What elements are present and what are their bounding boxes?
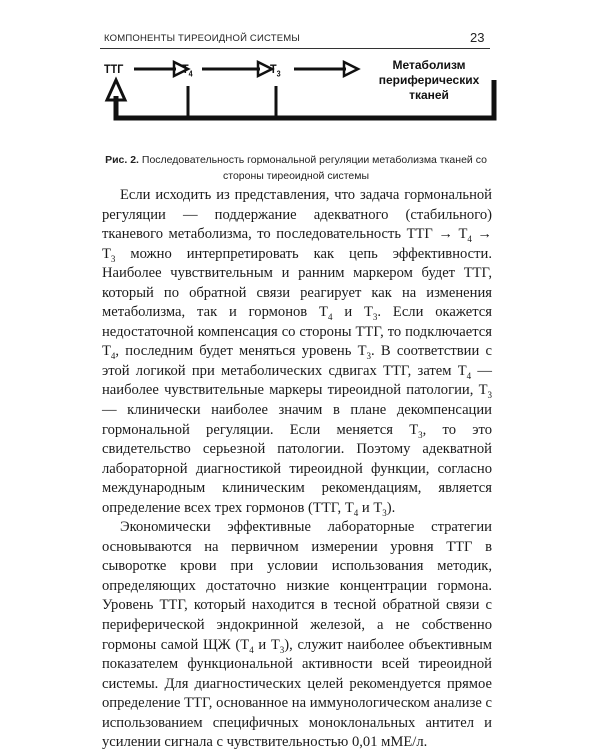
label-t4: $T_4$ xyxy=(182,62,193,79)
text-run: можно интерпретировать как цепь эффективности. Наиболее чувствительным и ранним маркером будет ТТГ, который по обратной связи реагирует как на изменения метаболизма, так и гормонов Т xyxy=(102,245,492,321)
text-run: , то это свидетельство серьезной патологии. Поэтому адекватной лабораторной диагностикой тиреоидной функции, согласно международным клиническим рекомендациям, является определение всех трех гормонов (ТТГ, Т xyxy=(102,421,492,516)
text-run: — наиболее чувствительные маркеры тиреоидной патологии, Т xyxy=(102,362,492,399)
arrow-t3-metabolism xyxy=(294,62,358,76)
subscript: 3 xyxy=(382,507,387,518)
text-run: ). xyxy=(386,499,396,516)
text-run: Экономически эффективные лабораторные стратегии основываются на первичном измерении уровня ТТГ в сыворотке крови при условии использования методик, определяющих достаточно низкие концентрации гормона. Уровень ТТГ, который находится в тесной обратной связи с периферической эндокринной железой, а не собственно гормоны самой ЩЖ (Т xyxy=(102,519,492,653)
figure-caption xyxy=(100,152,492,184)
text-run: . Если окажется недостаточной компенсация со стороны ТТГ, то подключается Т xyxy=(102,304,492,360)
figure-diagram xyxy=(98,56,498,140)
paragraph xyxy=(102,518,492,753)
text-run: → Т xyxy=(102,226,492,262)
label-metabolism-line1: Метаболизм xyxy=(392,58,466,72)
subscript: 4 xyxy=(249,644,254,655)
subscript: 4 xyxy=(466,370,472,381)
text-run: — клинически наиболее значим в плане декомпенсации гормональной регуляции. Если меняется Т xyxy=(102,402,492,438)
arrow-ttg-t4 xyxy=(134,62,188,76)
label-metabolism xyxy=(364,58,494,103)
text-run: Если исходить из представления, что задача гормональной регуляции — поддержание адекватного (стабильного) тканевого метаболизма, то последовательность ТТГ → Т xyxy=(102,187,492,243)
subscript: 3 xyxy=(110,253,116,264)
header-rule xyxy=(100,48,490,49)
label-ttg: ТТГ xyxy=(104,62,124,76)
text-run: и Т xyxy=(358,499,383,516)
text-run: , последним будет меняться уровень Т xyxy=(115,343,367,360)
label-metabolism-line2: периферических тканей xyxy=(378,73,480,102)
text-run: ), служит наиболее объективным показателем функциональной активности всей тиреоидной системы. Для диагностических целей рекомендуется прямое определение ТТГ, основанное на иммунологическом анализе с использованием специфичных моноклональных антител и усилении сигнала с чувствительностью 0,01 мМЕ/л. xyxy=(102,636,492,751)
running-head: КОМПОНЕНТЫ ТИРЕОИДНОЙ СИСТЕМЫ xyxy=(104,33,301,44)
caption-label: Рис. 2. xyxy=(105,154,139,166)
subscript: 3 xyxy=(372,312,378,323)
subscript: 4 xyxy=(110,351,116,362)
subscript: 3 xyxy=(418,429,423,440)
text-run: и Т xyxy=(253,636,280,653)
subscript: 3 xyxy=(279,644,285,655)
label-t3: $T_3$ xyxy=(270,62,281,79)
subscript: 4 xyxy=(327,312,333,323)
paragraph xyxy=(102,186,492,518)
arrow-t4-t3 xyxy=(202,62,272,76)
subscript: 4 xyxy=(353,507,359,518)
text-run: . В соответствии с этой логикой при метаболических сдвигах ТТГ, затем Т xyxy=(102,343,492,379)
page-number: 23 xyxy=(470,30,485,45)
subscript: 3 xyxy=(487,390,492,401)
text-run: и Т xyxy=(332,304,373,321)
caption-text: Последовательность гормональной регуляции метаболизма тканей со стороны тиреоидной системы xyxy=(141,154,487,182)
subscript: 4 xyxy=(467,234,472,244)
body-text xyxy=(102,186,492,753)
subscript: 3 xyxy=(366,351,372,362)
